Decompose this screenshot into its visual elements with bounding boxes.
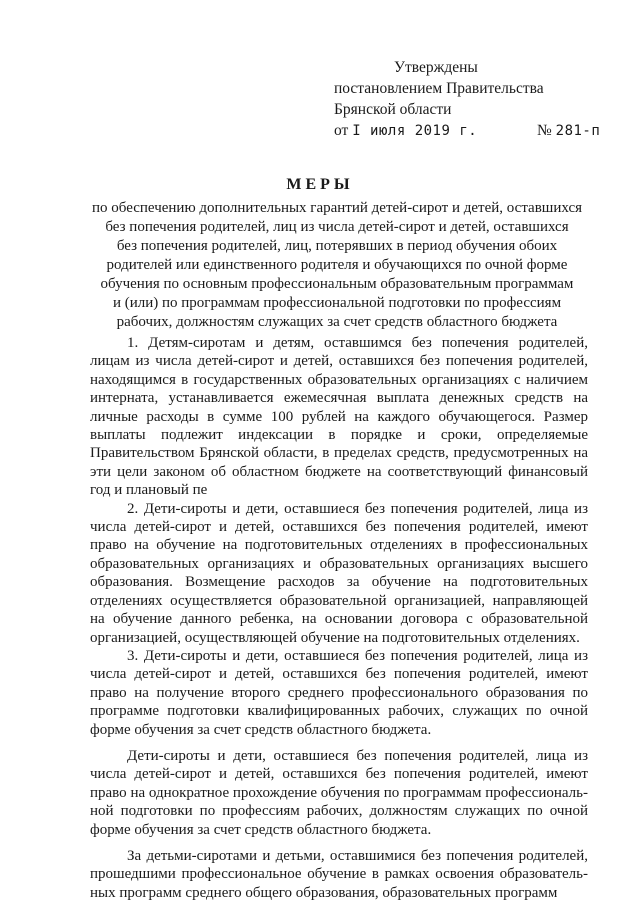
document-subtitle <box>82 199 592 332</box>
subtitle-line: рабочих, должностям служащих за счет средств областного бюджета <box>116 314 558 330</box>
date-prefix: от <box>334 122 349 139</box>
approval-date: I июля 2019 г. <box>352 123 478 139</box>
subtitle-line: родителей или единственного родителя и обучающихся по очной форме <box>106 257 568 273</box>
approval-line-resolution: постановлением Правительства <box>334 80 544 97</box>
subtitle-line: и (или) по программам профессиональной подготовки по профессиям <box>112 295 562 311</box>
approval-line-region: Брянской области <box>334 101 452 118</box>
subtitle-line: без попечения родителей, лиц из числа детей-сирот и детей, оставшихся <box>105 219 569 235</box>
paragraph-1: 1. Детям-сиротам и детям, оставшимся без попечения родителей, лицам из числа детей-сирот и детей, оставшихся без попечения родителей, находящимся в государственных образовательных организациях с наличием интерната, устанавливается ежемесячная выплата денежных средств на личные расходы в сумме 100 рублей на каждого обучающегося. Размер выплаты подлежит индексации в порядке и сроки, определяемые Правительством Брянской области, в пределах средств, предусмотренных на эти цели законом об областном бюджете на соответствующий финансовый год и плановый пе <box>90 335 588 499</box>
approval-line-date <box>334 120 600 142</box>
subtitle-line: без попечения родителей, лиц, потерявших в период обучения обоих <box>116 238 558 254</box>
approval-line-approved: Утверждены <box>394 59 478 76</box>
number-label: № <box>536 122 552 139</box>
paragraph-2: 2. Дети-сироты и дети, оставшиеся без попечения родителей, лица из числа детей-сирот и детей, оставшихся без попечения родителей, имеют право на обучение на подготовительных отделениях в профессиональных образовательных организациях и образовательных организациях высшего образования. Возмещение расходов за обучение на подготовительных отделениях осуществляется образовательной организацией, направляющей на обучение данного ребенка, на основании договора с образовательной организацией, осуществляющей обучение на подготовительных отделениях. <box>90 500 588 646</box>
paragraph-3-part-3: За детьми-сиротами и детьми, оставшимися без попечения родителей, прошедшими профессиональное обучение в рамках освоения образователь-ных программ среднего общего образования, образовательных программ <box>90 847 588 901</box>
approval-block <box>334 57 600 142</box>
document-body <box>90 334 588 902</box>
subtitle-line: обучения по основным профессиональным образовательным программам <box>100 276 574 292</box>
approval-number: 281-п <box>555 123 601 139</box>
document-title: МЕРЫ <box>286 176 354 193</box>
paragraph-3-part-2: Дети-сироты и дети, оставшиеся без попечения родителей, лица из числа детей-сирот и детей, оставшихся без попечения родителей, имеют право на однократное прохождение обучения по программам профессиональ-ной подготовки по профессиям рабочих, должностям служащих по очной форме обучения за счет средств областного бюджета. <box>90 747 588 838</box>
paragraph-3: 3. Дети-сироты и дети, оставшиеся без попечения родителей, лица из числа детей-сирот и детей, оставшихся без попечения родителей, имеют право на получение второго среднего профессионального образования по программе подготовки квалифицированных рабочих, служащих по очной форме обучения за счет средств областного бюджета. <box>90 647 588 738</box>
subtitle-line: по обеспечению дополнительных гарантий детей-сирот и детей, оставшихся <box>91 200 582 216</box>
